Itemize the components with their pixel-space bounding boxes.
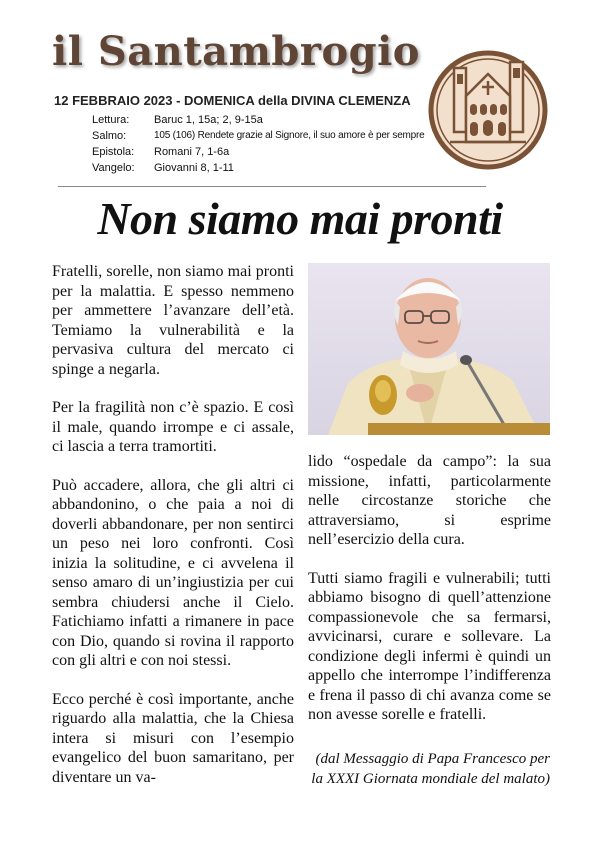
reading-text: Romani 7, 1-6a [154,146,230,158]
article-column-left [52,262,294,806]
date-line: 12 FEBBRAIO 2023 - DOMENICA della DIVINA CLEMENZA [54,93,411,108]
reading-row-epistola [92,144,425,160]
reading-text: Baruc 1, 15a; 2, 9-15a [154,114,263,126]
article-headline: Non siamo mai pronti [97,193,503,244]
article-paragraph: Ecco perché è così importante, anche riguardo alla malattia, che la Chiesa intera si misuri con l’esempio evangelico del buon samaritano, per diventare un va- [52,690,294,786]
article-paragraph: Fratelli, sorelle, non siamo mai pronti per la malattia. E spesso nemmeno per ammettere l’avanzare dell’età. Temiamo la vulnerabilità e la pervasiva cultura del mercato ci spinge a negarla. [52,263,294,378]
article-paragraph: Per la fragilità non c’è spazio. E così il male, quando irrompe e ci assale, ci lascia a terra tramortiti. [52,399,294,455]
reading-label: Vangelo: [92,162,135,174]
reading-text: Giovanni 8, 1-11 [154,162,234,174]
reading-text: 105 (106) Rendete grazie al Signore, il suo amore è per sempre [154,130,425,141]
reading-row-lettura [92,112,425,128]
article-paragraph: lido “ospedale da campo”: la sua missione, infatti, particolarmente nelle circostanze storiche che attraversiamo, si esprime nell’esercizio della cura. [308,453,551,548]
reading-label: Salmo: [92,130,127,142]
article-column-right [308,452,551,744]
pope-portrait [308,263,550,435]
article-paragraph: Tutti siamo fragili e vulnerabili; tutti abbiamo bisogno di quell’attenzione compassionevole che sa fermarsi, avvicinarsi, curare e sollevare. La condizione degli infermi è quindi un appello che interrompe l’indifferenza e frena il passo di chi avanza come se non avesse sorelle e fratelli. [308,569,551,723]
article-attribution: (dal Messaggio di Papa Francesco per la XXXI Giornata mondiale del malato) [311,751,550,787]
article-paragraph: Può accadere, allora, che gli altri ci abbandonino, o che paia a noi di doverli abbandonare, per non sentirci un peso nei loro confronti. Così inizia la solitudine, e ci avvelena il senso amaro di un’ingiustizia per cui sembra chiudersi anche il Cielo. Fatichiamo infatti a rimanere in pace con Dio, quando si rovina il rapporto con gli altri e con noi stessi. [52,476,294,669]
basilica-icon [428,50,548,170]
reading-label: Epistola: [92,146,135,158]
masthead-title: il Santambrogio [52,28,420,75]
reading-label: Lettura: [92,114,130,126]
header-divider [58,186,486,187]
reading-row-vangelo [92,160,425,176]
reading-row-salmo [92,128,425,144]
readings-list [92,112,425,176]
